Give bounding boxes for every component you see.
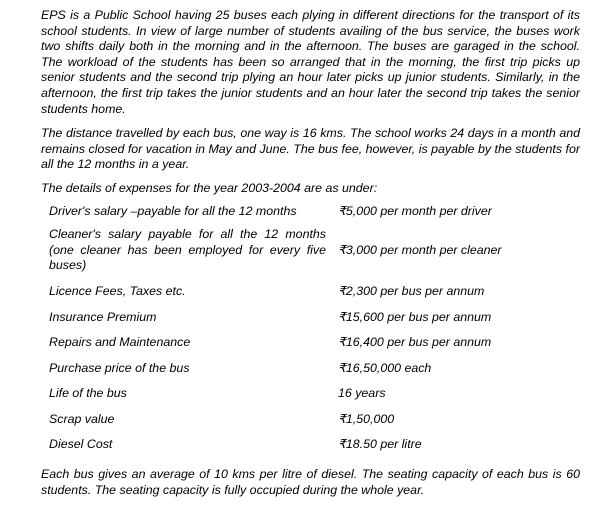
expense-value: ₹18.50 per litre [338, 437, 422, 452]
expense-row [49, 386, 581, 402]
expense-value: ₹15,600 per bus per annum [338, 309, 492, 324]
expense-row [49, 284, 581, 300]
expense-value: ₹16,400 per bus per annum [338, 335, 492, 350]
expense-value: ₹5,000 per month per driver [338, 203, 492, 218]
paragraph-distance: The distance travelled by each bus, one way is 16 kms. The school works 24 days in a month and remains closed for vacation in May and June. The bus fee, however, is payable by the students for all the 12 months in a year. [41, 126, 580, 172]
expense-value: ₹3,000 per month per cleaner [338, 242, 502, 257]
paragraph-diesel-seating: Each bus gives an average of 10 kms per litre of diesel. The seating capacity of each bus is 60 students. The seating capacity is fully occupied during the whole year. [41, 467, 580, 497]
expense-value: ₹2,300 per bus per annum [338, 283, 485, 298]
expense-row [49, 204, 581, 220]
expense-item: Scrap value [49, 411, 115, 426]
expense-value: ₹16,50,000 each [338, 360, 432, 375]
expense-value: 16 years [338, 386, 386, 401]
expenses-table [49, 204, 581, 454]
expense-item: Life of the bus [49, 386, 127, 401]
expenses-intro: The details of expenses for the year 2003-2004 are as under: [41, 180, 378, 195]
paragraph-bus-service: EPS is a Public School having 25 buses each plying in different directions for the transport of its school students. In view of large number of students availing of the bus service, the buses work two shifts daily both in the morning and in the afternoon. The buses are garaged in the school. The workload of the students has been so arranged that in the morning, the first trip picks up senior students and the second trip plying an hour later picks up junior students. Similarly, in the afternoon, the first trip takes the junior students and an hour later the second trip takes the senior students home. [41, 8, 580, 116]
expense-row [49, 361, 581, 377]
expense-item: Diesel Cost [49, 437, 113, 452]
expense-item: Driver's salary –payable for all the 12 months [49, 203, 297, 218]
expense-row [49, 437, 581, 453]
expense-item: Licence Fees, Taxes etc. [49, 283, 186, 298]
expense-item: Cleaner's salary payable for all the 12 months (one cleaner has been employed for every five buses) [49, 227, 326, 273]
expense-item: Purchase price of the bus [49, 360, 190, 375]
expense-value: ₹1,50,000 [338, 411, 395, 426]
expense-row [49, 310, 581, 326]
expense-item: Repairs and Maintenance [49, 335, 191, 350]
expense-row [49, 412, 581, 428]
expense-row [49, 335, 581, 351]
expense-item: Insurance Premium [49, 309, 157, 324]
expense-row [49, 227, 581, 274]
